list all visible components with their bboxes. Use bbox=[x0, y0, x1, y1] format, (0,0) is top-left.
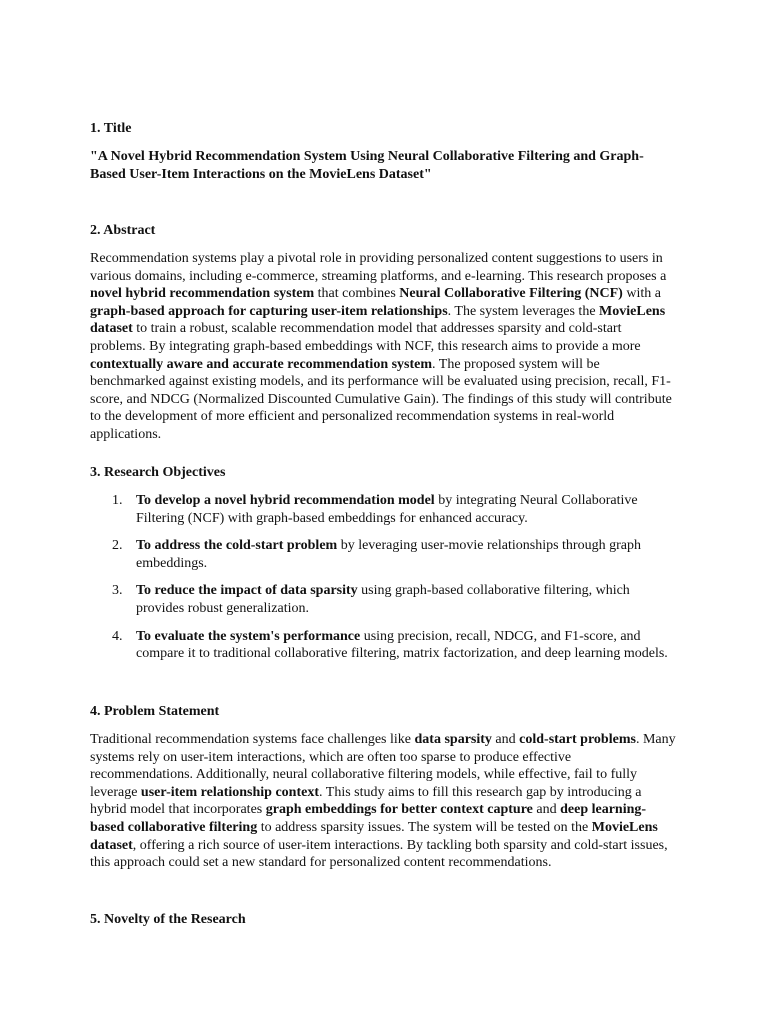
abstract-heading: 2. Abstract bbox=[90, 223, 156, 238]
objectives-list bbox=[90, 492, 676, 663]
title-heading: 1. Title bbox=[90, 121, 132, 136]
novelty-heading: 5. Novelty of the Research bbox=[90, 912, 246, 927]
problem-paragraph: Traditional recommendation systems face challenges like data sparsity and cold-start problems. Many systems rely on user-item interactions, which are often too sparse to produce effective recommendations. Additionally, neural collaborative filtering models, while effective, fail to fully leverage user-item relationship context. This study aims to fill this research gap by introducing a hybrid model that incorporates graph embeddings for better context capture and deep learning-based collaborative filtering to address sparsity issues. The system will be tested on the MovieLens dataset, offering a rich source of user-item interactions. By tackling both sparsity and cold-start issues, this approach could set a new standard for personalized content recommendations. bbox=[90, 732, 676, 871]
problem-heading: 4. Problem Statement bbox=[90, 704, 220, 719]
list-item: 4. To evaluate the system's performance using precision, recall, NDCG, and F1-score, and compare it to traditional collaborative filtering, matrix factorization, and deep learning models. bbox=[112, 628, 668, 662]
list-item: 1. To develop a novel hybrid recommendation model by integrating Neural Collaborative Filtering (NCF) with graph-based embeddings for enhanced accuracy. bbox=[112, 493, 638, 526]
abstract-paragraph: Recommendation systems play a pivotal role in providing personalized content suggestions to users in various domains, including e-commerce, streaming platforms, and e-learning. This research proposes a novel hybrid recommendation system that combines Neural Collaborative Filtering (NCF) with a graph-based approach for capturing user-item relationships. The system leverages the MovieLens dataset to train a robust, scalable recommendation model that addresses sparsity and cold-start problems. By integrating graph-based embeddings with NCF, this research aims to provide a more contextually aware and accurate recommendation system. The proposed system will be benchmarked against existing models, and its performance will be evaluated using precision, recall, F1-score, and NDCG (Normalized Discounted Cumulative Gain). The findings of this study will contribute to the development of more efficient and personalized recommendation systems in real-world applications. bbox=[90, 251, 672, 442]
list-item: 2. To address the cold-start problem by leveraging user-movie relationships through graph embeddings. bbox=[112, 538, 641, 571]
objectives-heading: 3. Research Objectives bbox=[90, 465, 226, 480]
list-item: 3. To reduce the impact of data sparsity using graph-based collaborative filtering, which provides robust generalization. bbox=[112, 583, 630, 616]
paper-title: "A Novel Hybrid Recommendation System Using Neural Collaborative Filtering and Graph-Based User-Item Interactions on the MovieLens Dataset" bbox=[90, 149, 644, 182]
